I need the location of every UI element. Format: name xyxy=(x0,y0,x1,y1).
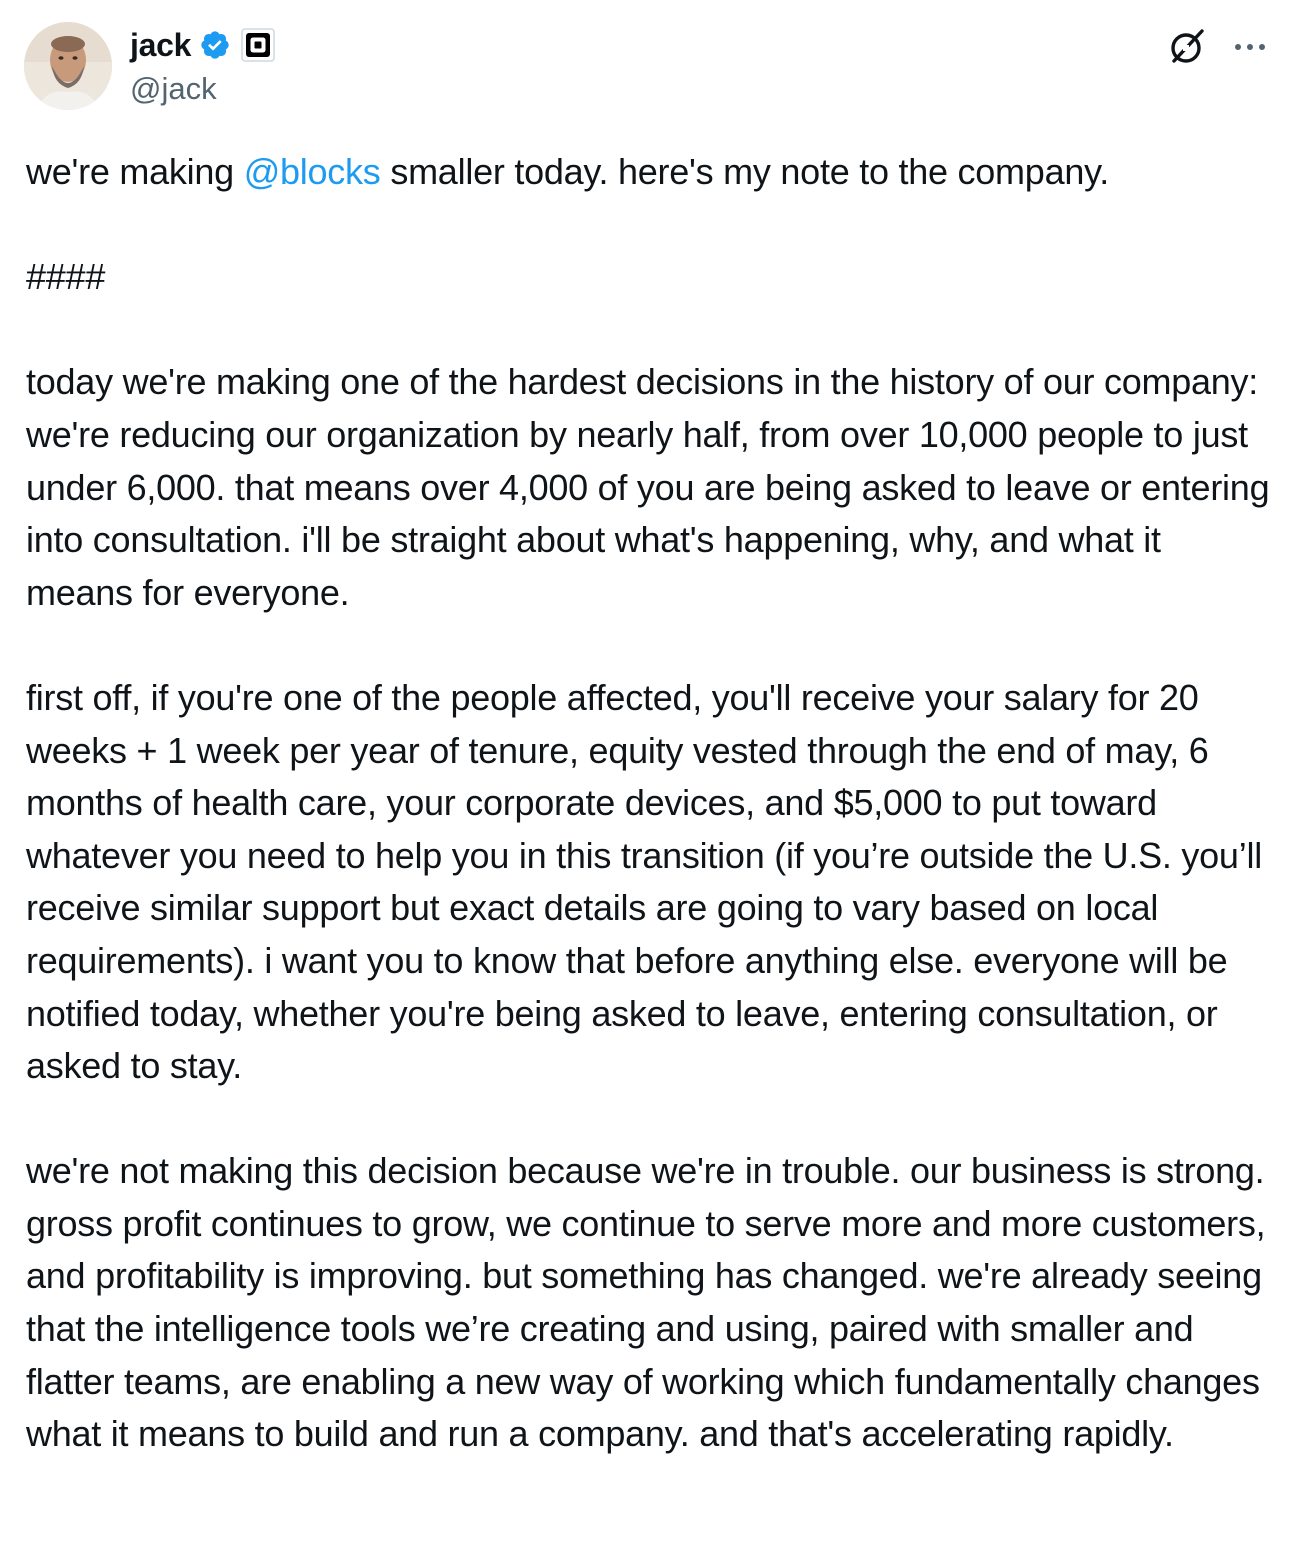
grok-icon[interactable] xyxy=(1166,26,1208,68)
tweet-paragraph: today we're making one of the hardest decisions in the history of our company: we're reducing our organization by nearly half, from over 10,000 people to just under 6,000. that means over 4,000 of you are being asked to leave or entering into consultation. i'll be straight about what's happening, why, and what it means for everyone. xyxy=(26,361,1270,613)
affiliation-badge-icon[interactable] xyxy=(241,28,275,62)
display-name[interactable]: jack xyxy=(130,27,192,63)
tweet-paragraph-separator: #### xyxy=(26,256,106,298)
author-block xyxy=(130,24,275,110)
verified-badge-icon[interactable] xyxy=(199,29,231,61)
avatar[interactable] xyxy=(24,22,112,110)
tweet-header xyxy=(24,22,1270,114)
name-row xyxy=(130,24,275,66)
tweet-paragraph-intro xyxy=(26,146,1276,199)
author-handle[interactable]: @jack xyxy=(130,71,217,106)
tweet-paragraph: we're not making this decision because we're in trouble. our business is strong. gross profit continues to grow, we continue to serve more and more customers, and profitability is improving. but something has changed. we're already seeing that the intelligence tools we’re creating and using, paired with smaller and flatter teams, are enabling a new way of working which fundamentally changes what it means to build and run a company. and that's accelerating rapidly. xyxy=(26,1150,1266,1455)
tweet-text-segment: smaller today. here's my note to the company. xyxy=(380,151,1109,192)
header-actions xyxy=(1166,26,1270,68)
more-icon[interactable] xyxy=(1230,27,1270,67)
avatar-image xyxy=(24,22,112,110)
mention-link[interactable]: @blocks xyxy=(243,151,381,192)
tweet-text-segment: we're making xyxy=(26,151,244,192)
tweet-text xyxy=(26,146,1276,1513)
tweet-paragraph: first off, if you're one of the people affected, you'll receive your salary for 20 weeks + 1 week per year of tenure, equity vested through the end of may, 6 months of health care, your corporate devices, and $5,000 to put toward whatever you need to help you in this transition (if you’re outside the U.S. you’ll receive similar support but exact details are going to vary based on local requirements). i want you to know that before anything else. everyone will be notified today, whether you're being asked to leave, entering consultation, or asked to stay. xyxy=(26,676,1262,1087)
